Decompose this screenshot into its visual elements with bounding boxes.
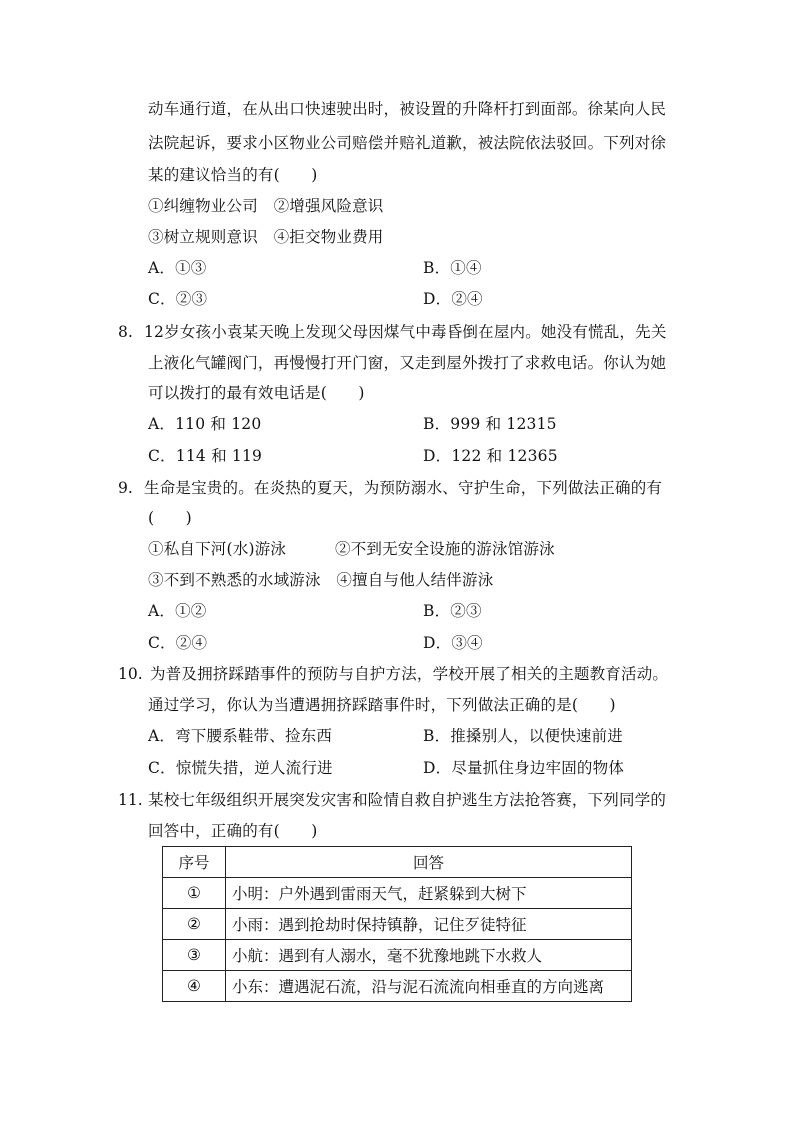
q8-stem-line-1: 12岁女孩小袁某天晚上发现父母因煤气中毒昏倒在屋内。她没有慌乱，先关	[144, 323, 667, 341]
table-row	[163, 878, 632, 909]
q7-stem-line-2: 法院起诉，要求小区物业公司赔偿并赔礼道歉，被法院依法驳回。下列对徐	[148, 134, 667, 152]
table-row	[163, 909, 632, 940]
q9-option-d: D．③④	[423, 634, 483, 652]
q8-option-a: A．110 和 120	[148, 415, 262, 433]
table-header-answer: 回答	[226, 847, 632, 878]
q7-option-c: C．②③	[148, 290, 208, 308]
answers-table	[162, 846, 632, 1002]
q9-stem-line-1: 生命是宝贵的。在炎热的夏天，为预防溺水、守护生命，下列做法正确的有	[144, 479, 663, 497]
q7-stem-line-1: 动车通行道，在从出口快速驶出时，被设置的升降杆打到面部。徐某向人民	[148, 100, 667, 118]
q9-option-b: B．②③	[423, 602, 482, 620]
table-header-row	[163, 847, 632, 878]
table-row	[163, 940, 632, 971]
table-cell-number: ③	[163, 940, 226, 971]
q10-stem-line-1: 为普及拥挤踩踏事件的预防与自护方法，学校开展了相关的主题教育活动。	[150, 665, 669, 683]
q8-option-c: C．114 和 119	[148, 447, 263, 465]
q7-item-line-1: ①纠缠物业公司 ②增强风险意识	[148, 197, 384, 215]
q9-stem-line-2: ( )	[148, 509, 192, 527]
q7-option-d: D．②④	[423, 290, 483, 308]
q10-option-d: D．尽量抓住身边牢固的物体	[423, 759, 625, 777]
table-cell-answer: 小明：户外遇到雷雨天气，赶紧躲到大树下	[226, 878, 632, 909]
q8-option-d: D．122 和 12365	[423, 447, 558, 465]
table-header-number: 序号	[163, 847, 226, 878]
q8-stem-line-2: 上液化气罐阀门，再慢慢打开门窗，又走到屋外拨打了求救电话。你认为她	[148, 354, 667, 372]
q11-stem-line-1: 某校七年级组织开展突发灾害和险情自救自护逃生方法抢答赛，下列同学的	[148, 791, 667, 809]
table-cell-answer: 小雨：遇到抢劫时保持镇静，记住歹徒特征	[226, 909, 632, 940]
q11-stem-line-2: 回答中，正确的有( )	[148, 822, 318, 840]
table-cell-answer: 小航：遇到有人溺水，毫不犹豫地跳下水救人	[226, 940, 632, 971]
q7-option-b: B．①④	[423, 259, 482, 277]
q9-option-c: C．②④	[148, 634, 208, 652]
q10-stem-line-2: 通过学习，你认为当遭遇拥挤踩踏事件时，下列做法正确的是( )	[148, 696, 616, 714]
table-cell-number: ②	[163, 909, 226, 940]
q8-number: 8.	[118, 323, 133, 341]
table-row	[163, 971, 632, 1002]
q8-stem-line-3: 可以拨打的最有效电话是( )	[148, 384, 365, 402]
q7-option-a: A．①③	[148, 259, 207, 277]
q11-number: 11.	[118, 791, 143, 809]
table-cell-answer: 小东：遭遇泥石流，沿与泥石流流向相垂直的方向逃离	[226, 971, 632, 1002]
q10-option-b: B．推搡别人，以便快速前进	[423, 727, 623, 745]
q8-option-b: B．999 和 12315	[423, 415, 557, 433]
q9-option-a: A．①②	[148, 602, 207, 620]
table-cell-number: ①	[163, 878, 226, 909]
q7-stem-line-3: 某的建议恰当的有( )	[148, 166, 318, 184]
q9-item-2: ②不到无安全设施的游泳馆游泳	[335, 540, 555, 558]
q9-number: 9.	[118, 479, 133, 497]
q9-item-1: ①私自下河(水)游泳	[148, 540, 287, 558]
q9-item-line-2: ③不到不熟悉的水域游泳 ④擅自与他人结伴游泳	[148, 571, 494, 589]
q7-item-line-2: ③树立规则意识 ④拒交物业费用	[148, 228, 384, 246]
q10-option-a: A．弯下腰系鞋带、捡东西	[148, 727, 333, 745]
table-cell-number: ④	[163, 971, 226, 1002]
q10-option-c: C．惊慌失措，逆人流行进	[148, 759, 333, 777]
q10-number: 10.	[118, 665, 143, 683]
